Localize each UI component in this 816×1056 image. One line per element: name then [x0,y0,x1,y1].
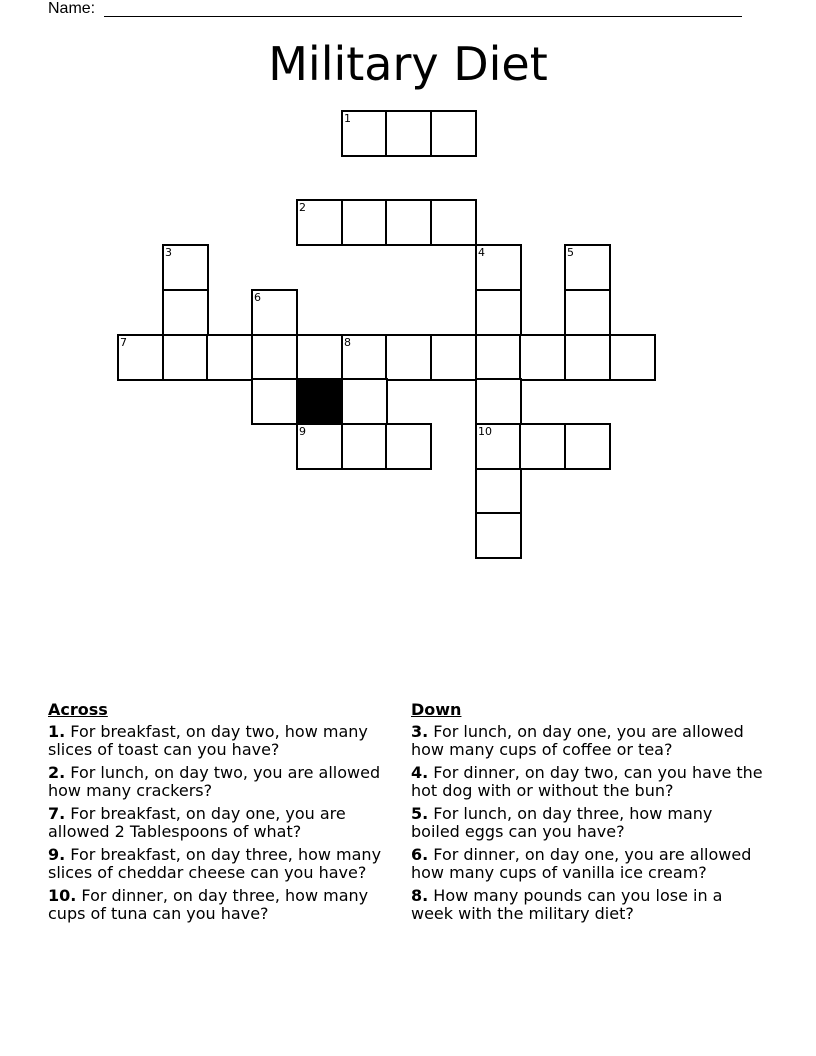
crossword-cell[interactable] [251,289,298,336]
crossword-cell[interactable] [475,334,522,381]
crossword-cell[interactable] [385,110,432,157]
crossword-cell[interactable] [162,334,209,381]
clue-number: 4. [411,763,429,782]
crossword-cell[interactable] [385,423,432,470]
crossword-cell[interactable] [564,244,611,291]
across-clue [48,764,400,800]
down-clue [411,846,763,882]
name-label: Name: [48,0,96,17]
clue-text: How many pounds can you lose in a week with the military diet? [411,886,723,923]
crossword-cell[interactable] [117,334,164,381]
clue-text: For dinner, on day two, can you have the hot dog with or without the bun? [411,763,763,800]
crossword-cell[interactable] [475,512,522,559]
clue-number: 2. [48,763,66,782]
crossword-cell[interactable] [296,423,343,470]
clue-text: For dinner, on day one, you are allowed how many cups of vanilla ice cream? [411,845,752,882]
clue-text: For breakfast, on day one, you are allowed 2 Tablespoons of what? [48,804,346,841]
clue-number: 7 [120,336,127,349]
down-clue-list [411,723,763,923]
crossword-cell[interactable] [430,199,477,246]
across-heading: Across [48,700,108,719]
down-clue [411,764,763,800]
crossword-cell[interactable] [475,244,522,291]
clue-number: 6 [254,291,261,304]
clue-text: For breakfast, on day three, how many slices of cheddar cheese can you have? [48,845,382,882]
down-heading: Down [411,700,462,719]
crossword-cell[interactable] [519,334,566,381]
down-clue [411,887,763,923]
crossword-cell[interactable] [564,289,611,336]
crossword-cell[interactable] [296,334,343,381]
crossword-cell[interactable] [564,334,611,381]
crossword-cell[interactable] [206,334,253,381]
crossword-cell[interactable] [475,423,522,470]
clue-number: 8. [411,886,429,905]
down-clue [411,723,763,759]
clue-number: 9. [48,845,66,864]
clue-number: 8 [344,336,351,349]
crossword-cell[interactable] [251,378,298,425]
clue-text: For lunch, on day three, how many boiled eggs can you have? [411,804,713,841]
clue-number: 10. [48,886,77,905]
across-clue-list [48,723,400,923]
down-clue [411,805,763,841]
clue-text: For lunch, on day one, you are allowed how many cups of coffee or tea? [411,722,744,759]
crossword-cell[interactable] [385,199,432,246]
crossword-cell[interactable] [385,334,432,381]
clue-number: 1. [48,722,66,741]
clue-number: 3 [165,246,172,259]
crossword-cell[interactable] [430,110,477,157]
crossword-cell[interactable] [609,334,656,381]
clue-number: 6. [411,845,429,864]
crossword-cell[interactable] [341,423,388,470]
page-title: Military Diet [268,37,548,91]
crossword-cell[interactable] [341,334,388,381]
crossword-cell[interactable] [162,289,209,336]
crossword-cell[interactable] [162,244,209,291]
crossword-cell[interactable] [475,378,522,425]
clue-number: 7. [48,804,66,823]
across-clue [48,846,400,882]
clue-number: 10 [478,425,492,438]
clue-text: For lunch, on day two, you are allowed how many crackers? [48,763,381,800]
crossword-cell[interactable] [341,199,388,246]
across-clues [48,701,400,928]
crossword-cell[interactable] [341,378,388,425]
clue-number: 1 [344,112,351,125]
clue-number: 5 [567,246,574,259]
across-clue [48,723,400,759]
crossword-cell[interactable] [430,334,477,381]
clue-text: For breakfast, on day two, how many slices of toast can you have? [48,722,368,759]
clue-number: 9 [299,425,306,438]
crossword-block-cell [296,378,343,425]
clue-text: For dinner, on day three, how many cups of tuna can you have? [48,886,369,923]
clue-number: 3. [411,722,429,741]
crossword-cell[interactable] [475,468,522,515]
crossword-cell[interactable] [519,423,566,470]
crossword-cell[interactable] [341,110,388,157]
crossword-cell[interactable] [296,199,343,246]
clue-number: 2 [299,201,306,214]
crossword-cell[interactable] [564,423,611,470]
crossword-cell[interactable] [475,289,522,336]
across-clue [48,887,400,923]
across-clue [48,805,400,841]
down-clues [411,701,763,928]
clue-number: 5. [411,804,429,823]
crossword-cell[interactable] [251,334,298,381]
clue-number: 4 [478,246,485,259]
